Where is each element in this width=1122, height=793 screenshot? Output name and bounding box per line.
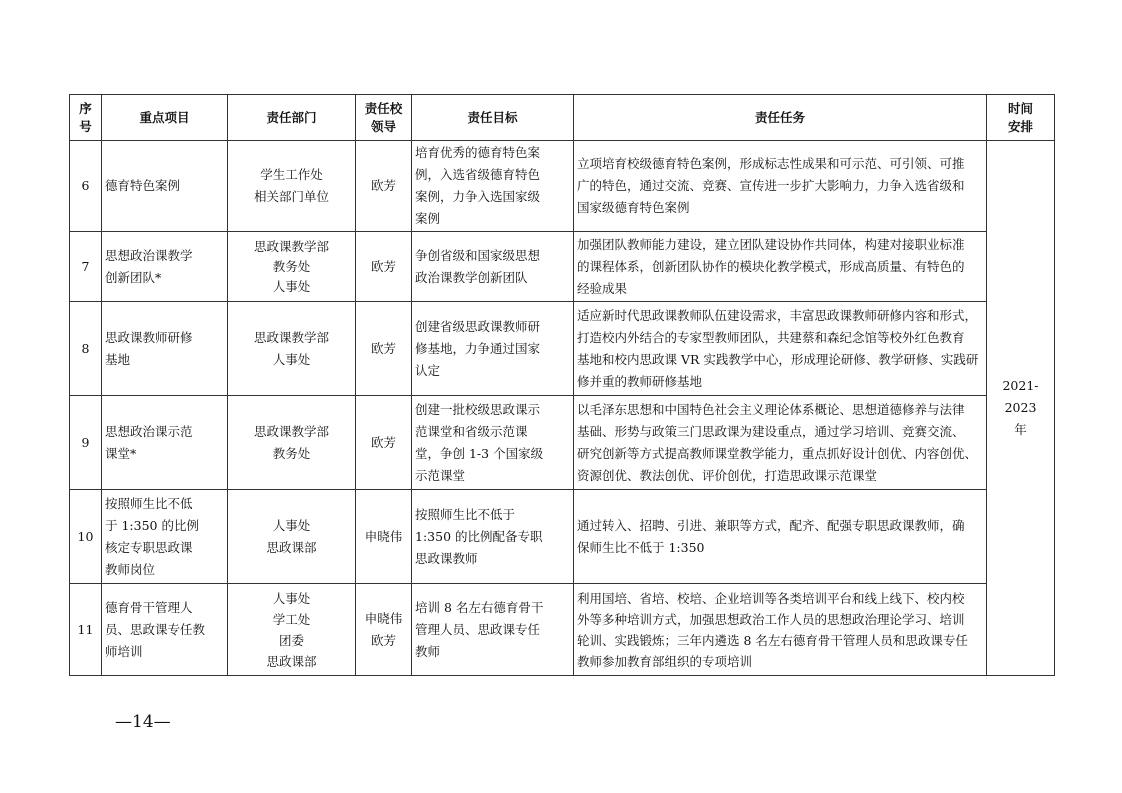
row-seq: 6	[70, 141, 102, 232]
header-task: 责任任务	[574, 95, 987, 141]
row-task: 通过转入、招聘、引进、兼职等方式，配齐、配强专职思政课教师，确 保师生比不低于 1:350	[574, 490, 987, 584]
row-project: 思政课教师研修 基地	[102, 302, 228, 396]
row-target: 创建一批校级思政课示 范课堂和省级示范课 堂，争创 1-3 个国家级 示范课堂	[412, 396, 574, 490]
row-dept: 人事处 思政课部	[228, 490, 356, 584]
time-span-cell: 2021- 2023 年	[987, 141, 1055, 676]
header-target: 责任目标	[412, 95, 574, 141]
plan-table	[69, 94, 1055, 676]
row-target: 按照师生比不低于 1:350 的比例配备专职 思政课教师	[412, 490, 574, 584]
row-dept: 人事处 学工处 团委 思政课部	[228, 584, 356, 676]
table-row	[70, 232, 1055, 302]
row-seq: 7	[70, 232, 102, 302]
header-leader: 责任校 领导	[356, 95, 412, 141]
row-seq: 10	[70, 490, 102, 584]
row-project: 德育骨干管理人 员、思政课专任教 师培训	[102, 584, 228, 676]
row-dept: 思政课教学部 人事处	[228, 302, 356, 396]
row-dept: 思政课教学部 教务处 人事处	[228, 232, 356, 302]
header-project: 重点项目	[102, 95, 228, 141]
plan-table-container	[69, 94, 1055, 676]
table-header-row	[70, 95, 1055, 141]
row-leader: 申晓伟	[356, 490, 412, 584]
row-task: 加强团队教师能力建设，建立团队建设协作共同体，构建对接职业标准 的课程体系，创新团队协作的模块化教学模式，形成高质量、有特色的 经验成果	[574, 232, 987, 302]
row-leader: 欧芳	[356, 396, 412, 490]
row-dept: 学生工作处 相关部门单位	[228, 141, 356, 232]
row-seq: 11	[70, 584, 102, 676]
row-project: 思想政治课教学 创新团队*	[102, 232, 228, 302]
row-task: 利用国培、省培、校培、企业培训等各类培训平台和线上线下、校内校 外等多种培训方式，加强思想政治工作人员的思想政治理论学习、培训 轮训、实践锻炼；三年内遴选 8 名左右德育骨干管理人员和思政课专任 教师参加教育部组织的专项培训	[574, 584, 987, 676]
row-project: 思想政治课示范 课堂*	[102, 396, 228, 490]
row-leader: 欧芳	[356, 302, 412, 396]
row-target: 培训 8 名左右德育骨干 管理人员、思政课专任 教师	[412, 584, 574, 676]
header-dept: 责任部门	[228, 95, 356, 141]
row-seq: 8	[70, 302, 102, 396]
row-target: 创建省级思政课教师研 修基地，力争通过国家 认定	[412, 302, 574, 396]
table-row	[70, 584, 1055, 676]
header-seq: 序 号	[70, 95, 102, 141]
row-leader: 申晓伟 欧芳	[356, 584, 412, 676]
page-number: —14—	[115, 712, 171, 732]
row-task: 适应新时代思政课教师队伍建设需求，丰富思政课教师研修内容和形式， 打造校内外结合的专家型教师团队，共建蔡和森纪念馆等校外红色教育 基地和校内思政课 VR 实践教学中心，形成理论研修、教学研修、实践研 修并重的教师研修基地	[574, 302, 987, 396]
header-time: 时间 安排	[987, 95, 1055, 141]
row-task: 以毛泽东思想和中国特色社会主义理论体系概论、思想道德修养与法律 基础、形势与政策三门思政课为建设重点，通过学习培训、竞赛交流、 研究创新等方式提高教师课堂教学能力，重点抓好设计创优、内容创优、 资源创优、教法创优、评价创优，打造思政课示范课堂	[574, 396, 987, 490]
table-row	[70, 302, 1055, 396]
row-leader: 欧芳	[356, 141, 412, 232]
row-target: 培育优秀的德育特色案 例，入选省级德育特色 案例，力争入选国家级 案例	[412, 141, 574, 232]
table-row	[70, 396, 1055, 490]
row-task: 立项培育校级德育特色案例，形成标志性成果和可示范、可引领、可推 广的特色，通过交流、竞赛、宣传进一步扩大影响力，力争入选省级和 国家级德育特色案例	[574, 141, 987, 232]
row-seq: 9	[70, 396, 102, 490]
row-project: 按照师生比不低 于 1:350 的比例 核定专职思政课 教师岗位	[102, 490, 228, 584]
row-dept: 思政课教学部 教务处	[228, 396, 356, 490]
row-target: 争创省级和国家级思想 政治课教学创新团队	[412, 232, 574, 302]
table-row	[70, 490, 1055, 584]
row-project: 德育特色案例	[102, 141, 228, 232]
table-row	[70, 141, 1055, 232]
row-leader: 欧芳	[356, 232, 412, 302]
